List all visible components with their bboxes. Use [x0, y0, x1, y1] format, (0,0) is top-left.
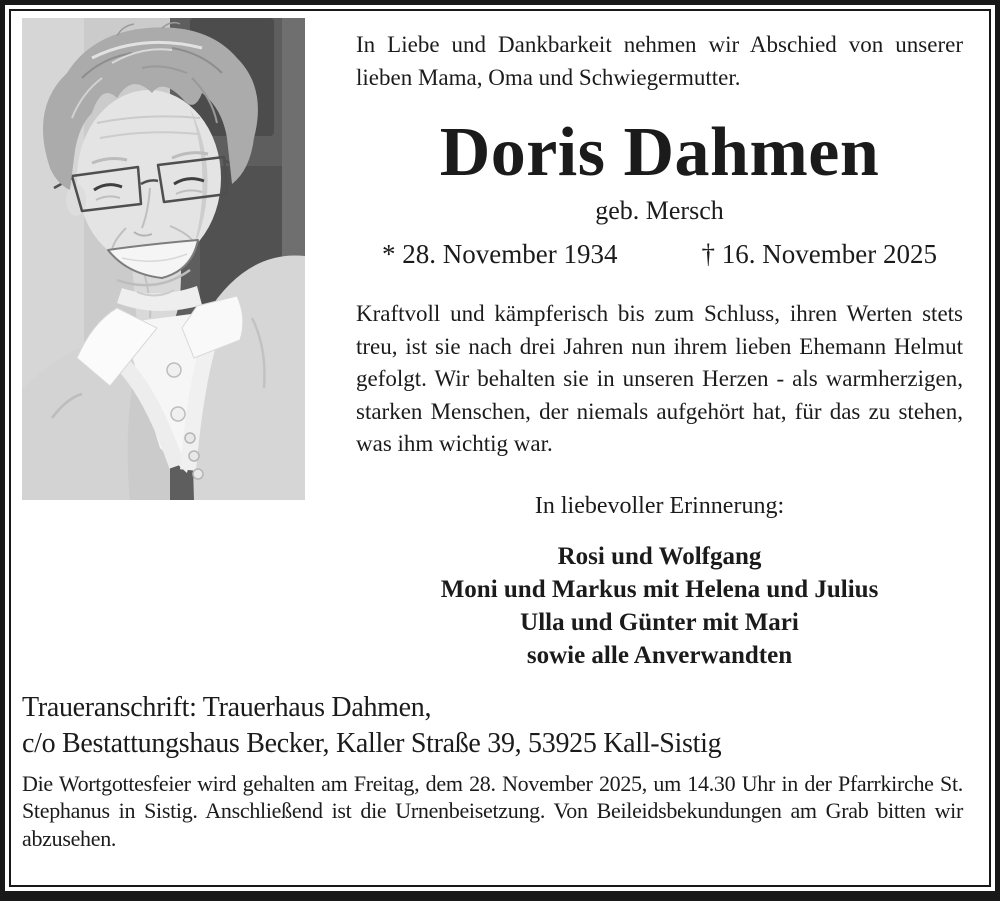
top-section [22, 18, 963, 672]
portrait-photo [22, 18, 305, 500]
maiden-name: geb. Mersch [595, 196, 724, 225]
mourner-line: Ulla und Günter mit Mari [520, 608, 799, 636]
mourning-address-line2: c/o Bestattungshaus Becker, Kaller Straße 39, 53925 Kall-Sistig [22, 727, 722, 759]
birth-date: * 28. November 1934 [382, 239, 618, 269]
mourning-address-line1: Traueranschrift: Trauerhaus Dahmen, [22, 691, 432, 723]
mourner-line: Rosi und Wolfgang [557, 542, 762, 570]
deceased-name: Doris Dahmen [439, 114, 880, 191]
mourner-line: sowie alle Anverwandten [526, 641, 793, 669]
portrait-photo-illustration [22, 18, 305, 500]
service-info: Die Wortgottesfeier wird gehalten am Freitag, dem 28. November 2025, um 14.30 Uhr in der Pfarrkirche St. Stephanus in Sistig. Anschließend ist die Urnenbeisetzung. Von Beileidsbekundungen am Grab bitten wir abzusehen. [22, 770, 963, 851]
notice-text-column [356, 18, 963, 672]
eulogy-text: Kraftvoll und kämpferisch bis zum Schluss, ihren Werten stets treu, ist sie nach drei Jahren nun ihrem lieben Ehemann Helmut gefolgt. Wir behalten sie in unseren Herzen - als warmherzigen, starken Menschen, der niemals aufgehört hat, für das zu stehen, was ihm wichtig war. [356, 301, 963, 456]
intro-text: In Liebe und Dankbarkeit nehmen wir Abschied von unserer lieben Mama, Oma und Schwiegermutter. [356, 32, 963, 90]
obituary-inner-frame [9, 9, 991, 887]
mourning-address [22, 690, 963, 762]
mourner-line: Moni und Markus mit Helena und Julius [440, 575, 879, 603]
life-dates [356, 239, 963, 270]
mourners-list [356, 540, 963, 672]
remembrance-label: In liebevoller Erinnerung: [534, 492, 785, 519]
obituary-content [11, 11, 989, 852]
death-date: † 16. November 2025 [701, 239, 937, 269]
